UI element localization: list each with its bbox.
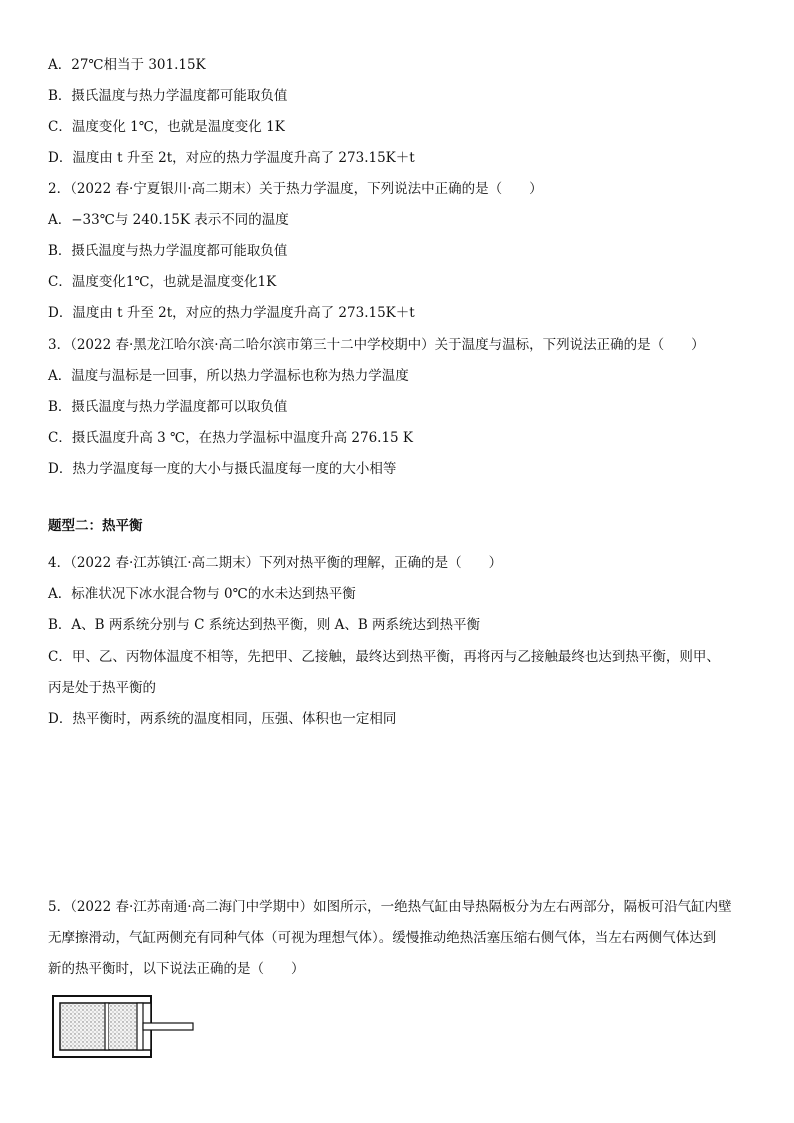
q1-option-b: B．摄氏温度与热力学温度都可能取负值 [48, 88, 288, 104]
q4-stem: 4．（2022 春·江苏镇江·高二期末）下列对热平衡的理解，正确的是（ ） [48, 555, 503, 571]
q2-option-c: C．温度变化1℃，也就是温度变化1K [48, 274, 277, 290]
q2-option-d: D．温度由 t 升至 2t，对应的热力学温度升高了 273.15K＋t [48, 305, 415, 321]
q4-option-c-cont: 丙是处于热平衡的 [48, 680, 156, 696]
q3-stem: 3．（2022 春·黑龙江哈尔滨·高二哈尔滨市第三十二中学校期中）关于温度与温标，下列说法正确的是（ ） [48, 337, 705, 353]
q3-option-a: A．温度与温标是一回事，所以热力学温标也称为热力学温度 [48, 368, 409, 384]
q4-option-c: C．甲、乙、丙物体温度不相等，先把甲、乙接触，最终达到热平衡，再将丙与乙接触最终也达到热平衡，则甲、 [48, 649, 720, 665]
q5-stem-line1: 5．（2022 春·江苏南通·高二海门中学期中）如图所示，一绝热气缸由导热隔板分为左右两部分，隔板可沿气缸内壁 [48, 899, 732, 915]
q2-option-b: B．摄氏温度与热力学温度都可能取负值 [48, 243, 288, 259]
q2-stem: 2．（2022 春·宁夏银川·高二期末）关于热力学温度，下列说法中正确的是（ ） [48, 181, 543, 197]
q3-option-b: B．摄氏温度与热力学温度都可以取负值 [48, 399, 288, 415]
left-gas [61, 1004, 105, 1049]
piston [137, 1003, 143, 1050]
right-gas [109, 1004, 137, 1049]
q3-option-c: C．摄氏温度升高 3 ℃，在热力学温标中温度升高 276.15 K [48, 430, 414, 446]
cylinder-piston-diagram [50, 993, 200, 1061]
q1-option-c: C．温度变化 1℃，也就是温度变化 1K [48, 119, 285, 135]
q4-option-a: A．标准状况下冰水混合物与 0℃的水未达到热平衡 [48, 586, 356, 602]
q4-option-d: D．热平衡时，两系统的温度相同，压强、体积也一定相同 [48, 711, 397, 727]
q5-stem-line2: 无摩擦滑动，气缸两侧充有同种气体（可视为理想气体）。缓慢推动绝热活塞压缩右侧气体，当左右两侧气体达到 [48, 930, 717, 946]
section-heading: 题型二：热平衡 [48, 518, 143, 534]
partition [105, 1003, 109, 1050]
q3-option-d: D．热力学温度每一度的大小与摄氏温度每一度的大小相等 [48, 461, 397, 477]
q1-option-a: A．27℃相当于 301.15K [48, 57, 206, 73]
q1-option-d: D．温度由 t 升至 2t，对应的热力学温度升高了 273.15K＋t [48, 150, 415, 166]
q2-option-a: A．−33℃与 240.15K 表示不同的温度 [48, 212, 289, 228]
q4-option-b: B．A、B 两系统分别与 C 系统达到热平衡，则 A、B 两系统达到热平衡 [48, 617, 481, 633]
q5-stem-line3: 新的热平衡时，以下说法正确的是（ ） [48, 961, 305, 977]
